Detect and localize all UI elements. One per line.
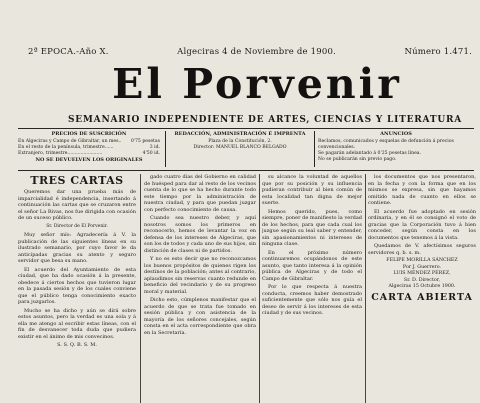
article-paragraph: Y no es esto decir que no reconozcamos los buenos propósitos de quienes rigen los destinos de la población; antes al contrario, aplaudimos sin reservas cuanto redunde en beneficio del vecindario y de su progreso moral y material. bbox=[144, 256, 256, 295]
article-column-3 bbox=[262, 174, 362, 403]
article-paragraph: Hemos querido, pues, como siempre, poner de manifiesto la verdad de los hechos, para que cada cual los juzgue según su leal saber y entender, sin apasionamientos ni intereses de ninguna clase. bbox=[262, 208, 362, 247]
credit-line: Algeciras 15 Octubre 1900. bbox=[388, 284, 456, 289]
subscription-row-label: En el resto de la península, trimestre...... bbox=[18, 145, 114, 150]
article-paragraph: Por lo que respecta á nuestra conducta, creemos haber demostrado suficientemente que sólo nos guía el deseo de servir á los intereses de esta ciudad y de sus vecinos. bbox=[262, 284, 362, 316]
subscription-row-label: Extranjero, trimestre........................ bbox=[18, 151, 103, 156]
article-headline-2: CARTA ABIERTA bbox=[371, 291, 473, 303]
newspaper-subtitle: SEMANARIO INDEPENDIENTE DE ARTES, CIENCIAS Y LITERATURA bbox=[67, 115, 463, 125]
article-column-4 bbox=[368, 174, 476, 403]
originals-note: NO SE DEVUELVEN LOS ORIGINALES bbox=[35, 157, 143, 163]
ads-line: Reclamos, comunicados y esquelas de defunción á precios bbox=[318, 139, 454, 144]
ads-heading: ANUNCIOS bbox=[380, 131, 412, 137]
article-paragraph: Muy señor mío: Agradecería á V. la publicación de las siguientes líneas en su ilustrado semanario, por cuyo favor le da anticipadas gracias su atento y seguro servidor que besa su mano. bbox=[18, 232, 136, 264]
header-rule-bottom bbox=[18, 170, 474, 171]
article-column-1 bbox=[18, 174, 136, 403]
article-paragraph: Cuando sea nuestro deber, y aquí nosotros somos los primeros en reconocerlo, hemos de levantar la voz en defensa de los intereses de Algeciras, que son los de todos y cada uno de sus hijos, sin distinción de clases ni de partidos. bbox=[144, 215, 256, 254]
subscription-row-label: En Algeciras y Campo de Gibraltar, un mes.. bbox=[18, 139, 122, 144]
subscription-heading: PRECIOS DE SUSCRICIÓN bbox=[51, 131, 127, 137]
article-paragraph: El acuerdo fue adoptado en sesión ordinaria, y en él se consignó el voto de gracias que la Corporación tuvo á bien conceder, según consta en los documentos que tenemos á la vista. bbox=[368, 208, 476, 241]
header-rule-top bbox=[18, 128, 474, 129]
subscription-row-value: 4'50 id. bbox=[142, 151, 160, 156]
article-paragraph: En el próximo número continuaremos ocupándonos de este asunto, que tanto interesa á la opinión pública de Algeciras y de todo el Campo de Gibraltar. bbox=[262, 249, 362, 282]
subscription-row-value: 0'75 pesetas bbox=[130, 139, 160, 144]
ads-line: convencionales. bbox=[318, 145, 356, 150]
credit-line: Por J. Guerrero. bbox=[402, 264, 442, 270]
info-divider bbox=[314, 131, 315, 167]
credit-line: FELIPE MORILLA SÁNCHEZ bbox=[386, 258, 458, 263]
ads-line: Se pagarán adelantado á 0'25 pesetas línea. bbox=[318, 151, 421, 156]
article-paragraph: los documentos que nos presentaron, en la fecha y con la forma que en los mismos se expresa, sin que hayamos omitido nada de cuanto en ellos se contiene. bbox=[368, 174, 476, 206]
article-headline: TRES CARTAS bbox=[30, 174, 124, 187]
info-divider bbox=[165, 131, 166, 167]
ads-line: No se publicarán sin previo pago. bbox=[318, 157, 397, 162]
article-paragraph: Quedamos de V. afectísimos seguros servidores q. b. s. m. bbox=[368, 243, 476, 256]
article-paragraph: El acuerdo del Ayuntamiento de esta ciudad, que ha dado ocasión á la presente, obedece á ciertos hechos que tuvieron lugar en la pasada sesión y de los cuales conviene que el público tenga conocimiento exacto para juzgarlos. bbox=[18, 266, 136, 305]
credit-line: LUIS MÉNDEZ PÉREZ, bbox=[393, 271, 451, 276]
office-box bbox=[170, 131, 310, 151]
column-divider bbox=[365, 174, 366, 403]
letter-salutation: Sr. Director de El Porvenir. bbox=[46, 223, 108, 229]
office-address: Plaza de la Constitución, 2. bbox=[208, 139, 272, 144]
letter-signature: S. S. Q. B. S. M. bbox=[57, 342, 97, 348]
article-paragraph: Mucho se ha dicho y aún se dirá sobre estos asuntos, pero la verdad es una sola y á ella me atengo al escribir estas líneas, con el fin de desvanecer toda duda que pudiera existir en el ánimo de mis convecinos. bbox=[18, 307, 136, 340]
newspaper-title: El Porvenir bbox=[112, 60, 402, 108]
credit-line: Sr. D. Director, bbox=[403, 277, 441, 283]
issue-number: Número 1.471. bbox=[404, 47, 472, 57]
article-paragraph: Dicho esto, cúmplenos manifestar que el acuerdo de que se trata fue tomado en sesión pública y con asistencia de la mayoría de los señores concejales, según consta en el acta correspondiente que obra en la Secretaría. bbox=[144, 297, 256, 336]
place-date: Algeciras 4 de Noviembre de 1900. bbox=[177, 47, 336, 57]
column-divider bbox=[259, 174, 260, 403]
subscription-row-value: 3 id. bbox=[149, 145, 160, 150]
office-director: Director: MANUEL BLANCO BELGADO bbox=[193, 145, 287, 150]
letter-credits bbox=[368, 258, 476, 291]
column-divider bbox=[140, 174, 141, 403]
article-paragraph: Queremos dar una prueba más de imparcialidad é independencia, insertando á continuación las cartas que se cruzaron entre el señor La Rivas, nos fue dirigida con ocasión de un suceso público. bbox=[18, 189, 136, 221]
subscription-box bbox=[18, 131, 160, 165]
article-column-2 bbox=[144, 174, 256, 403]
edition-label: 2ª EPOCA.-Año X. bbox=[28, 47, 109, 57]
article-paragraph: su alcance la voluntad de aquellos que por su posición y su influencia pudieran contribuir al bien común de esta localidad tan digna de mejor suerte. bbox=[262, 174, 362, 206]
article-paragraph: gado cuatro días del Gobierno en calidad de huésped para dar al resto de los vecinos cuenta de lo que se ha hecho durante todo este tiempo por la administración de nuestra ciudad, y para que puedan juzgar con perfecto conocimiento de causa. bbox=[144, 174, 256, 213]
ads-box bbox=[318, 131, 474, 163]
office-heading: REDACCIÓN, ADMINISTRACIÓN É IMPRENTA bbox=[174, 131, 306, 137]
